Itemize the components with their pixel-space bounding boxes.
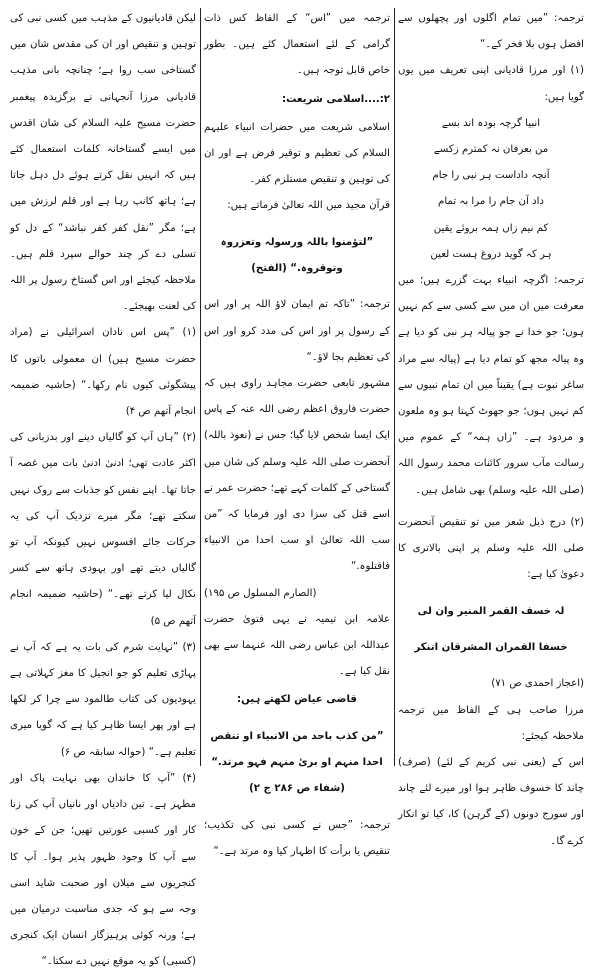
reference: (الصارم المسلول ص ۱۹۵) <box>204 587 317 599</box>
poem-line: داد آن جام را مرا بہ تمام <box>438 196 544 208</box>
paragraph: ترجمہ میں ”اس“ کے الفاظ کس ذات گرامی کے لئے استعمال کئے ہیں۔ بطور خاص قابل توجہ ہیں۔ <box>204 13 390 77</box>
paragraph: مرزا صاحب ہی کے الفاظ میں ترجمہ ملاحظہ کیجئے: <box>398 704 584 742</box>
document-page <box>6 6 584 968</box>
quran-verse: ”لتؤمنوا باللہ ورسولہ وتعزروہ وتوقروہ.“ (الفتح) <box>220 236 374 275</box>
paragraph: ترجمہ: ”جس نے کسی نبی کی تکذیب؛ تنقیص یا برأت کا اظہار کیا وہ مرتد ہے۔“ <box>204 819 390 857</box>
paragraph: (۱) ”پس اس نادان اسرائیلی نے (مراد حضرت مسیح ہیں) ان معمولی باتوں کا پیشگوئی کیوں نام رکھا۔“ (حاشیہ ضمیمہ انجام آتھم ص ۴) <box>10 327 196 418</box>
paragraph: اسلامی شریعت میں حضرات انبیاء علیہم السلام کی تعظیم و توقیر فرض ہے اور ان کی توہین و تنقیص مستلزم کفر۔ <box>204 121 390 186</box>
poem-line: من بعرفان نہ کمترم زکسے <box>433 144 549 156</box>
left-column <box>10 6 196 968</box>
paragraph: قرآن مجید میں اللہ تعالیٰ فرماتے ہیں: <box>227 200 390 212</box>
middle-column <box>204 6 390 857</box>
paragraph: ترجمہ: ”میں تمام اگلوں اور پچھلوں سے افضل ہوں بلا فخر کے۔“ <box>398 13 584 51</box>
arabic-verse: لہ خسف القمر المنیر وان لی <box>417 605 565 617</box>
paragraph: ترجمہ: ”تاکہ تم ایمان لاؤ اللہ پر اور اس کے رسول پر اور اس کی مدد کرو اور اس کی تعظیم بجا لاؤ۔“ <box>204 299 390 363</box>
column-divider <box>200 8 201 766</box>
poem-line: آنچہ داداست ہر نبی را جام <box>432 170 550 182</box>
paragraph: مشہور تابعی حضرت مجاہد راوی ہیں کہ حضرت فاروق اعظم رضی اللہ عنہ کے پاس ایک ایسا شخص لایا گیا؛ جس نے (نعوذ باللہ) آنحضرت صلی اللہ علیہ وسلم کی شان میں گستاخی کے کلمات کہے تھے؛ حضرت عمر نے اسے قتل کی سزا دی اور فرمایا کہ ”من سب اللہ تعالیٰ او سب احدا من الانبیاء فاقتلوہ.“ <box>204 378 390 573</box>
paragraph: ترجمہ: اگرچہ انبیاء بہت گزرے ہیں؛ میں معرفت میں ان میں سے کسی سے کم نہیں ہوں؛ جو خدا نے جو پیالہ ہر نبی کو دیا ہے وہ پیالہ مجھ کو تمام دیا ہے (پیالہ سے مراد ساغر نبوت ہے) یقیناً میں ان تمام نبیوں سے کم نہیں ہوں؛ جو جھوٹ کہتا ہو وہ ملعون و مردود ہے۔ ”زاں ہمہ“ کے عموم میں رسالت مآب سرور کائنات محمد رسول اللہ (صلی اللہ علیہ وسلم) بھی شامل ہیں۔ <box>398 275 584 496</box>
persian-poem <box>398 111 584 268</box>
paragraph: (۲) ”ہاں آپ کو گالیاں دینے اور بدزبانی کی اکثر عادت تھی؛ ادنیٰ ادنیٰ بات میں غصہ آ جاتا تھا۔ اپنے نفس کو جذبات سے روک نہیں سکتے تھے؛ مگر میرے نزدیک آپ کی یہ حرکات جائے افسوس نہیں کیونکہ آپ تو گالیاں دیتے تھے اور یہودی ہاتھ سے کسر نکال لیا کرتے تھے۔“ (حاشیہ ضمیمہ انجام آتھم ص ۵) <box>10 432 196 627</box>
section-heading: ۲:....اسلامی شریعت: <box>282 93 390 105</box>
paragraph: (۱) اور مرزا قادیانی اپنی تعریف میں یوں گویا ہیں: <box>398 65 584 103</box>
poem-line: انبیا گرچہ بودہ اند بسے <box>441 117 541 129</box>
right-column <box>398 6 584 847</box>
paragraph: (۴) ”آپ کا خاندان بھی نہایت پاک اور مطہر ہے۔ تین دادیاں اور نانیاں آپ کی زنا کار اور کسبی عورتیں تھیں؛ جن کے خون سے آپ کا وجود ظہور پذیر ہوا۔ آپ کا کنجریوں سے میلان اور صحبت شاید اسی وجہ سے ہو کہ جدی مناسبت درمیان میں ہے؛ ورنہ کوئی پرہیزگار انسان ایک کنجری (کسبی) کو یہ موقع نہیں دے سکتا۔“ <box>10 772 196 968</box>
paragraph: (۳) ”نہایت شرم کی بات یہ ہے کہ آپ نے پہاڑی تعلیم کو جو انجیل کا مغز کہلاتی ہے یہودیوں کی کتاب طالمود سے چرا کر لکھا ہے اور پھر ایسا ظاہر کیا ہے کہ گویا میری تعلیم ہے۔“ (حوالہ سابقہ ص ۶) <box>10 641 196 758</box>
arabic-quote: ”من کذب باحد من الانبیاء او تنقص احدا منہم او بریٔ منہم فہو مرتد.“ (شفاء ص ۲۸۶ ج ۲) <box>210 730 384 795</box>
column-divider <box>394 8 395 766</box>
reference: (اعجاز احمدی ص ۷۱) <box>491 678 584 690</box>
paragraph: علامہ ابن تیمیہ نے یہی فتویٰ حضرت عبداللہ ابن عباس رضی اللہ عنہما سے بھی نقل کیا ہے۔ <box>204 613 390 678</box>
arabic-verse: خسفا القمران المشرقان اتنکر <box>414 642 568 654</box>
poem-line: ہر کہ گوید دروغ ہست لعین <box>430 248 552 260</box>
paragraph: (۲) درج ذیل شعر میں تو تنقیص آنحضرت صلی اللہ علیہ وسلم پر اپنی بالاتری کا دعویٰ کیا ہے: <box>398 516 584 581</box>
paragraph: اس کے (یعنی نبی کریم کے لئے) (صرف) چاند کا خسوف ظاہر ہوا اور میرے لئے چاند اور سورج دونوں (کے گرہن) کا، کیا تو انکار کرے گا۔ <box>398 757 584 847</box>
poem-line: کم نیم زاں ہمہ بروئے یقین <box>433 222 549 234</box>
sub-heading: قاضی عیاض لکھتے ہیں: <box>237 694 357 706</box>
paragraph: لیکن قادیانیوں کے مذہب میں کسی نبی کی توہین و تنقیص اور ان کی مقدس شان میں گستاخی سب روا ہے؛ چنانچہ بانی مذہب قادیانی مرزا آنجہانی نے برگزیدہ پیغمبر حضرت مسیح علیہ السلام کی شان اقدس میں ایسے گستاخانہ کلمات استعمال کئے ہیں کہ انہیں نقل کرتے ہوئے دل دہل جاتا ہے؛ ہاتھ کانپ رہا ہے اور قلم لرزش میں ہے؛ مگر ”نقل کفر کفر نباشد“ کے دل کو تسلی دے کر چند حوالے سپرد قلم ہیں۔ ملاحظہ کیجئے اور اس گستاخ رسول پر اللہ کی لعنت بھیجئے۔ <box>10 13 196 313</box>
